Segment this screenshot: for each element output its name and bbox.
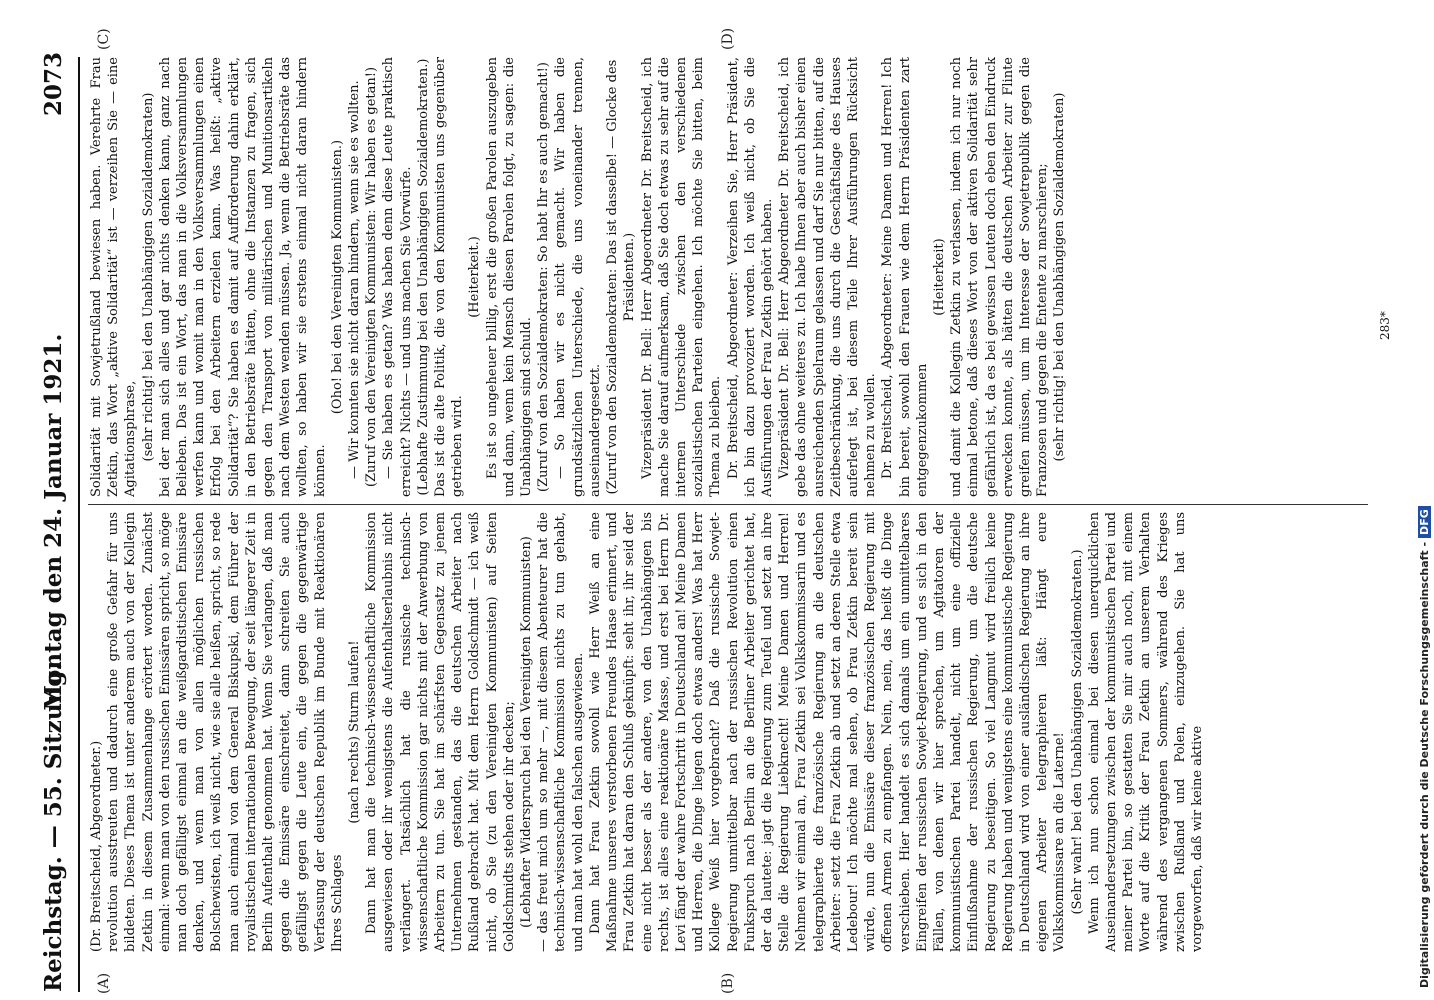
interjection: (Sehr wahr! bei den Unabhängigen Sozialdemokraten.)	[1069, 549, 1085, 915]
right-text-column	[88, 57, 1388, 497]
interjection: (sehr richtig! bei den Unabhängigen Sozialdemokraten)	[1052, 92, 1068, 462]
interjection: (Lebhafte Zustimmung bei den Unabhängigen Sozialdemokraten.)	[415, 58, 431, 496]
paragraph: revolution ausstreuten und dadurch eine große Gefahr für uns bildeten. Dieses Thema ist unter anderem auch von der Kollegin Zetkin in diesem Zusammenhange erörtert worden. Zunächst einmal: wenn man von den russischen Emissären spricht, so möge man doch gefälligst einmal an die weißgardistischen Emissäre denken, und wenn man von allen möglichen russischen Bolschewisten, ich weiß nicht, wie sie alle heißen, spricht, so rede man auch einmal von dem General Biskupski, dem Führer der royalistischen internationalen Bewegung, der seit längerer Zeit in Berlin Aufenthalt genommen hat. Wenn Sie verlangen, daß man gegen die Emissäre einschreitet, dann schreiten Sie auch gefälligst gegen die Leute ein, die gegen die gegenwärtige Verfassung der deutschen Republik im Bunde mit Reaktionären Ihres Schlages	[106, 512, 345, 952]
header-page-number: 2073	[40, 52, 67, 117]
paragraph: Vizepräsident Dr. Bell: Herr Abgeordneter Dr. Breitscheid, ich gebe das ohne weiteres zu. Ich habe Ihnen aber auch bisher einen ausreichenden Spielraum gelassen und darf Sie nur bitten, auf die Zeitbeschränkung, die uns durch die Geschäftslage des Hauses auferlegt ist, bei diesem Teile Ihrer Ausführungen Rücksicht nehmen zu wollen.	[777, 57, 879, 497]
paragraph: — das freut mich um so mehr —, mit diesem Abenteurer hat die technisch-wissenschaftliche Kommission nichts zu tun gehabt, und man hat wohl den falschen ausgewiesen.	[536, 512, 586, 952]
interjection: (Oho! bei den Vereinigten Kommunisten.)	[329, 139, 345, 415]
paragraph: Vizepräsident Dr. Bell: Herr Abgeordneter Dr. Breitscheid, ich mache Sie darauf aufmerksam, daß Sie doch etwas zu sehr auf die internen Unterschiede zwischen den verschiedenen sozialistischen Parteien eingehen. Ich möchte Sie bitten, beim Thema zu bleiben.	[639, 57, 724, 497]
page-signature: 283*	[1378, 311, 1392, 340]
margin-mark-a: (A)	[96, 972, 112, 994]
dfg-credit	[1418, 12, 1434, 988]
left-text-column	[88, 512, 1388, 952]
page-header	[40, 52, 80, 992]
paragraph: — Wir konnten sie nicht daran hindern, wenn sie es wollten.	[347, 80, 363, 479]
paragraph: Dr. Breitscheid, Abgeordneter: Meine Damen und Herren! Ich bin bereit, sowohl den Frauen wie dem Herrn Präsidenten zart entgegenzukommen	[880, 57, 930, 497]
credit-text: Digitalisierung gefördert durch die Deutsche Forschungsgemeinschaft -	[1418, 541, 1431, 988]
header-rule	[78, 57, 80, 992]
paragraph: bei der man sich alles und gar nichts denken kann, ganz nach Belieben. Das ist ein Wort, das man in die Volksversammlungen werfen kann und womit man in den Volksversammlungen einen Erfolg bei den Arbeitern erzielen kann. Was heißt: „aktive Solidarität“? Sie haben es damit auf Aufforderung dahin erklärt, in den Betriebsräte hätten, ohne die Instanzen zu fragen, sich gegen den Transport von militärischen und Munitionsartikeln nach dem Westen wenden müssen. Ja, wenn die Betriebsräte das wollten, so haben wir sie erstens einmal nicht daran hindern können.	[157, 57, 328, 497]
paragraph: — Sie haben es getan? Was haben denn diese Leute praktisch erreicht? Nichts — und uns machen Sie Vorwürfe.	[381, 57, 414, 497]
header-date: Montag den 24. Januar 1921.	[40, 333, 67, 711]
interjection: (Heiterkeit.)	[467, 236, 483, 318]
interjection: (sehr richtig! bei den Unabhängigen Sozialdemokraten)	[140, 92, 156, 462]
interjection: (nach rechts) Sturm laufen!	[347, 640, 363, 824]
paragraph: Wenn ich nun schon einmal bei diesen unerquicklichen Auseinandersetzungen zwischen der kommunistischen Partei und meiner Partei bin, so gestatten Sie mir auch noch, mit einem Worte auf die Kritik der Frau Zetkin an unserem Verhalten während des vergangenen Sommers, während des Krieges zwischen Rußland und Polen, einzugehen. Sie hat uns vorgeworfen, daß wir keine aktive	[1086, 512, 1205, 952]
paragraph: Dann hat man die technisch-wissenschaftliche Kommission ausgewiesen oder ihr wenigstens die Aufenthaltserlaubnis nicht verlängert. Tatsächlich hat die russische technisch-wissenschaftliche Kommission gar nichts mit der Anwerbung von Arbeitern zu tun. Sie hat im schärfsten Gegensatz zu jenem Unternehmen gestanden, das die deutschen Arbeiter nach Rußland gebracht hat. Mit dem Herrn Goldschmidt — ich weiß nicht, ob Sie (zu den Vereinigten Kommunisten) auf Seiten Goldschmidts stehen oder ihr decken;	[364, 512, 517, 952]
dfg-logo: DFG	[1418, 506, 1431, 538]
interjection: (Zuruf von den Sozialdemokraten: Das ist dasselbe! — Glocke des Präsidenten.)	[605, 59, 638, 495]
interjection: (Heiterkeit)	[931, 238, 947, 316]
paragraph: — So haben wir es nicht gemacht. Wir haben die grundsätzlichen Unterschiede, die uns voneinander trennen, auseinandergesetzt.	[553, 57, 603, 497]
paragraph: Solidarität mit Sowjetrußland bewiesen haben. Verehrte Frau Zetkin, das Wort „aktive Solidarität“ ist — verzeihen Sie — eine Agitationsphrase,	[89, 57, 139, 497]
paragraph: und damit die Kollegin Zetkin zu verlassen, indem ich nur noch einmal betone, daß dieses Wort von der aktiven Solidarität sehr gefährlich ist, da es bei gewissen Leuten doch eben den Eindruck erwecken konnte, als hätten die deutschen Arbeiter zur Flinte greifen müssen, um im Interesse der Sowjetrepublik gegen die Franzosen und gegen die Entente zu marschieren;	[949, 57, 1051, 497]
paragraph: Dr. Breitscheid, Abgeordneter: Verzeihen Sie, Herr Präsident, ich bin dazu provoziert worden. Ich weiß nicht, ob Sie die Ausführungen der Frau Zetkin gehört haben.	[725, 57, 775, 497]
paragraph: Das ist die alte Politik, die von den Kommunisten uns gegenüber getrieben wird.	[433, 57, 466, 497]
header-session: Reichstag. — 55. Sitzung.	[40, 662, 67, 992]
interjection: (Zuruf von den Sozialdemokraten: So habt Ihr es auch gemacht!)	[536, 62, 552, 492]
column-divider	[88, 504, 1368, 505]
paragraph: (Dr. Breitscheid, Abgeordneter.)	[89, 740, 104, 952]
margin-mark-d: (D)	[720, 27, 736, 50]
credit-line	[1418, 12, 1434, 988]
paragraph: Dann hat Frau Zetkin sowohl wie Herr Weiß an eine Maßnahme unseres verstorbenen Freundes Haase erinnert, und Frau Zetkin hat daran den Schluß geknüpft: seht ihr, ihr seid der eine nicht besser als der andere, von den Unabhängigen bis rechts, ist alles eine reaktionäre Masse, und erst bei Herrn Dr. Levi fängt der wahre Fortschritt in Deutschland an! Meine Damen und Herren, die Dinge liegen doch etwas anders! Was hat Herr Kollege Weiß hier vorgebracht? Daß die russische Sowjet-Regierung unmittelbar nach der russischen Revolution einen Funkspruch nach Berlin an die Berliner Arbeiter gerichtet hat, der da lautete: jagt die Regierung zum Teufel und setzt an ihre Stelle die Regierung Liebknecht! Meine Damen und Herren! Nehmen wir einmal an, Frau Zetkin sei Volkskommissarin und es telegraphierte die französische Regierung an die deutschen Arbeiter: setzt die Frau Zetkin ab und setzt an deren Stelle etwa Ledebour! Ich möchte mal sehen, ob Frau Zetkin bereit sein würde, nun die Emissäre dieser französischen Regierung mit offenen Armen zu empfangen. Nein, nein, das heißt die Dinge verschieben. Hier handelt es sich damals um ein unmittelbares Eingreifen der russischen Sowjet-Regierung, und es sich in den Fällen, von denen wir hier sprechen, um Agitatoren der kommunistischen Partei handelt, nicht um eine offizielle Einflußnahme der russischen Regierung, um die deutsche Regierung zu beseitigen. So viel Langmut wird freilich keine Regierung haben und wenigstens eine kommunistische Regierung in Deutschland wird von einer ausländischen Regierung an ihre eigenen Arbeiter telegraphieren läßt: Hängt eure Volkskommissare an die Laterne!	[587, 512, 1068, 952]
interjection: (Lebhafter Widerspruch bei den Vereinigten Kommunisten)	[519, 536, 535, 928]
interjection: (Zuruf von den Vereinigten Kommunisten: Wir haben es getan!)	[364, 66, 380, 488]
margin-mark-b: (B)	[720, 972, 736, 994]
paragraph: Es ist so ungeheuer billig, erst die großen Parolen auszugeben und dann, wenn kein Mensch diesen Parolen folgt, zu sagen: die Unabhängigen sind schuld.	[484, 57, 535, 497]
margin-mark-c: (C)	[96, 28, 112, 50]
